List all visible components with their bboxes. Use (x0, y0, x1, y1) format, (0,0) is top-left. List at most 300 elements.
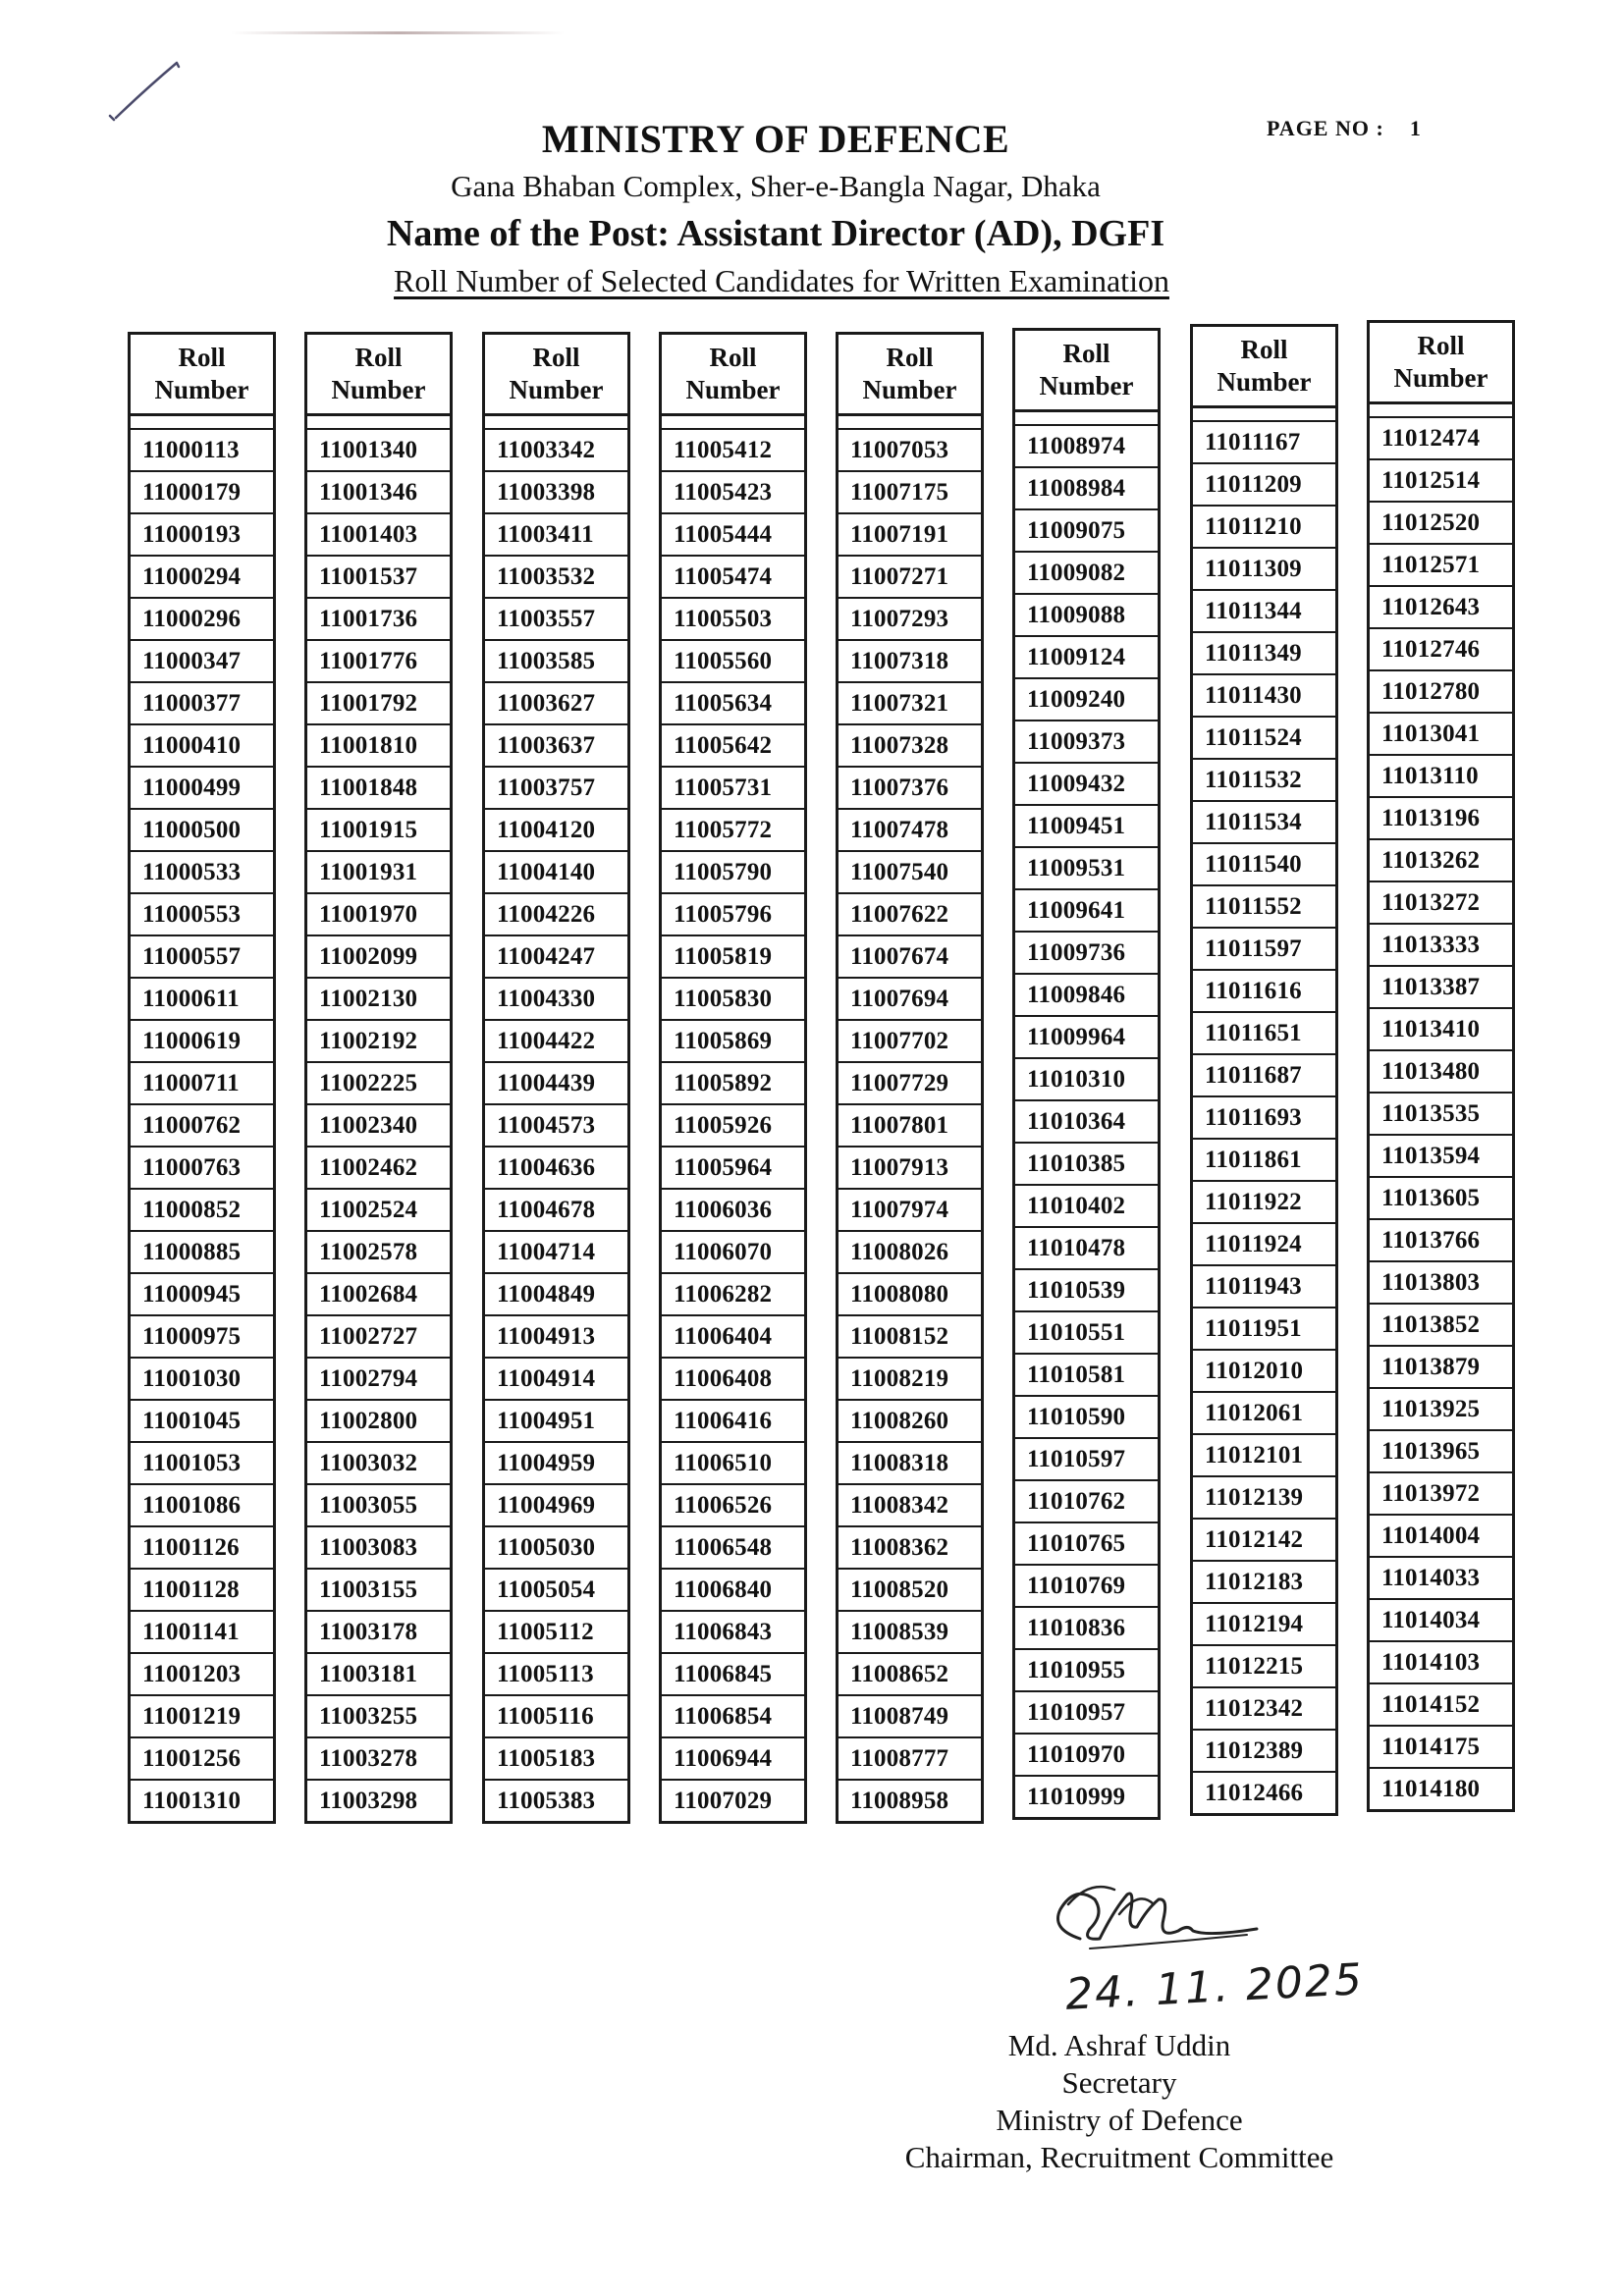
table-row (1014, 1016, 1160, 1058)
table-row (1369, 1261, 1514, 1304)
table-row (130, 682, 275, 724)
table-row (661, 851, 806, 893)
table-row (1192, 1519, 1337, 1561)
table-row (130, 640, 275, 682)
roll-number-cell: 11010970 (1014, 1734, 1160, 1776)
roll-number-cell: 11007974 (838, 1189, 983, 1231)
table-row (1369, 459, 1514, 502)
table-row (130, 1273, 275, 1315)
roll-number-cell: 11013387 (1369, 966, 1514, 1008)
table-row (838, 1273, 983, 1315)
roll-number-cell: 11008749 (838, 1695, 983, 1737)
table-row (306, 640, 452, 682)
roll-number-cell: 11010597 (1014, 1438, 1160, 1480)
roll-number-cell: 11012520 (1369, 502, 1514, 544)
table-row (1192, 759, 1337, 801)
roll-number-cell: 11003255 (306, 1695, 452, 1737)
table-row (1369, 966, 1514, 1008)
table-row (1014, 1100, 1160, 1143)
roll-number-cell: 11003411 (484, 513, 629, 556)
roll-number-cell: 11005560 (661, 640, 806, 682)
table-row (130, 767, 275, 809)
roll-number-cell: 11008520 (838, 1569, 983, 1611)
signatory-office: Ministry of Defence (996, 2103, 1243, 2137)
roll-number-cell: 11010364 (1014, 1100, 1160, 1143)
roll-number-cell: 11011540 (1192, 843, 1337, 885)
table-row (1369, 1135, 1514, 1177)
roll-number-cell: 11010539 (1014, 1269, 1160, 1311)
roll-number-cell: 11009964 (1014, 1016, 1160, 1058)
table-row (838, 1611, 983, 1653)
roll-number-cell: 11010402 (1014, 1185, 1160, 1227)
table-row (306, 471, 452, 513)
table-row (1369, 881, 1514, 924)
roll-number-cell: 11011552 (1192, 885, 1337, 928)
table-row (1192, 421, 1337, 463)
table-row (1014, 467, 1160, 509)
table-row (661, 1442, 806, 1484)
table-row (1369, 755, 1514, 797)
roll-number-cell: 11013766 (1369, 1219, 1514, 1261)
table-row (838, 471, 983, 513)
table-row (838, 978, 983, 1020)
table-row (661, 1569, 806, 1611)
table-row (1369, 1304, 1514, 1346)
roll-number-cell: 11011532 (1192, 759, 1337, 801)
roll-number-cell: 11007622 (838, 893, 983, 935)
table-row (130, 513, 275, 556)
table-row (1192, 1139, 1337, 1181)
column-header-line1: Roll (178, 343, 226, 372)
roll-number-cell: 11013605 (1369, 1177, 1514, 1219)
table-row (661, 513, 806, 556)
roll-table-4 (659, 332, 807, 1824)
table-row (661, 1358, 806, 1400)
column-header (661, 334, 806, 415)
table-row (130, 1611, 275, 1653)
roll-number-cell: 11012571 (1369, 544, 1514, 586)
column-header-line1: Roll (354, 343, 403, 372)
roll-number-cell: 11005383 (484, 1780, 629, 1823)
post-name: Name of the Post: Assistant Director (AD), DGFI (386, 213, 1165, 254)
roll-number-cell: 11006845 (661, 1653, 806, 1695)
roll-number-cell: 11008318 (838, 1442, 983, 1484)
table-row (1014, 1565, 1160, 1607)
roll-number-cell: 11003178 (306, 1611, 452, 1653)
table-row (130, 1780, 275, 1823)
table-row (661, 556, 806, 598)
table-row (484, 1147, 629, 1189)
roll-number-cell: 11012215 (1192, 1645, 1337, 1687)
table-row (1014, 1311, 1160, 1354)
roll-table-1 (128, 332, 276, 1824)
roll-number-cell: 11007053 (838, 429, 983, 471)
roll-number-cell: 11012342 (1192, 1687, 1337, 1730)
table-row (306, 1653, 452, 1695)
roll-number-cell: 11004914 (484, 1358, 629, 1400)
table-row (661, 893, 806, 935)
table-row (661, 1780, 806, 1823)
table-row (306, 1231, 452, 1273)
roll-number-cell: 11009451 (1014, 805, 1160, 847)
roll-number-cell: 11000711 (130, 1062, 275, 1104)
tick-mark-icon (106, 55, 185, 124)
table-row (661, 429, 806, 471)
table-row (661, 978, 806, 1020)
table-row (1014, 1058, 1160, 1100)
roll-number-cell: 11007321 (838, 682, 983, 724)
roll-number-cell: 11011951 (1192, 1308, 1337, 1350)
table-row (838, 1442, 983, 1484)
roll-number-cell: 11009075 (1014, 509, 1160, 552)
table-row (838, 1695, 983, 1737)
roll-number-cell: 11004678 (484, 1189, 629, 1231)
roll-number-cell: 11013410 (1369, 1008, 1514, 1050)
table-row (838, 1062, 983, 1104)
table-row (484, 1695, 629, 1737)
table-row (1192, 632, 1337, 674)
table-row (306, 1273, 452, 1315)
roll-number-cell: 11004330 (484, 978, 629, 1020)
roll-number-cell: 11008026 (838, 1231, 983, 1273)
roll-number-cell: 11014175 (1369, 1726, 1514, 1768)
table-row (838, 1104, 983, 1147)
roll-number-cell: 11006510 (661, 1442, 806, 1484)
column-header (838, 334, 983, 415)
roll-number-cell: 11004247 (484, 935, 629, 978)
roll-number-cell: 11008342 (838, 1484, 983, 1526)
roll-number-cell: 11008974 (1014, 425, 1160, 467)
column-header-line2: Number (1393, 363, 1488, 393)
roll-number-cell: 11010590 (1014, 1396, 1160, 1438)
roll-number-cell: 11001219 (130, 1695, 275, 1737)
table-row (306, 935, 452, 978)
column-header-line2: Number (1217, 367, 1312, 397)
roll-number-cell: 11007913 (838, 1147, 983, 1189)
table-row (484, 767, 629, 809)
table-row (838, 513, 983, 556)
roll-number-cell: 11008080 (838, 1273, 983, 1315)
roll-number-cell: 11005412 (661, 429, 806, 471)
roll-table-8 (1367, 320, 1515, 1812)
list-subtitle: Roll Number of Selected Candidates for Written Examination (394, 263, 1169, 298)
table-row (661, 935, 806, 978)
table-row (1369, 586, 1514, 628)
roll-number-cell: 11014152 (1369, 1683, 1514, 1726)
roll-number-cell: 11001310 (130, 1780, 275, 1823)
roll-number-cell: 11002578 (306, 1231, 452, 1273)
table-row (1014, 763, 1160, 805)
roll-number-cell: 11012389 (1192, 1730, 1337, 1772)
table-row (1369, 670, 1514, 713)
table-row (838, 598, 983, 640)
table-row (130, 471, 275, 513)
table-row (1014, 1522, 1160, 1565)
table-row (306, 978, 452, 1020)
signature-date: 24. 11. 2025 (1063, 1954, 1366, 2020)
roll-number-cell: 11010551 (1014, 1311, 1160, 1354)
table-row (306, 1400, 452, 1442)
table-row (130, 1104, 275, 1147)
roll-number-cell: 11011597 (1192, 928, 1337, 970)
table-row (1369, 924, 1514, 966)
table-row (484, 809, 629, 851)
table-row (1369, 1346, 1514, 1388)
table-row (1014, 1396, 1160, 1438)
table-row (1192, 674, 1337, 717)
table-row (838, 1020, 983, 1062)
table-row (1192, 463, 1337, 506)
roll-number-cell: 11010478 (1014, 1227, 1160, 1269)
roll-number-cell: 11013110 (1369, 755, 1514, 797)
table-row (306, 1315, 452, 1358)
roll-number-cell: 11000294 (130, 556, 275, 598)
table-row (661, 1653, 806, 1695)
roll-number-cell: 11003298 (306, 1780, 452, 1823)
column-header-line1: Roll (1240, 335, 1288, 364)
signatory-designation: Secretary (1061, 2065, 1177, 2100)
table-row (306, 1442, 452, 1484)
table-row (306, 682, 452, 724)
column-header-line1: Roll (1417, 331, 1465, 360)
roll-number-cell: 11007318 (838, 640, 983, 682)
table-row (1192, 548, 1337, 590)
table-row (306, 724, 452, 767)
table-row (130, 598, 275, 640)
table-row (484, 1358, 629, 1400)
table-row (1369, 839, 1514, 881)
table-row (484, 1062, 629, 1104)
roll-number-cell: 11001256 (130, 1737, 275, 1780)
table-row (661, 767, 806, 809)
table-row (838, 935, 983, 978)
table-row (1014, 1734, 1160, 1776)
table-row (130, 1147, 275, 1189)
roll-table-2 (304, 332, 453, 1824)
roll-number-cell: 11004226 (484, 893, 629, 935)
table-row (661, 1020, 806, 1062)
table-row (1014, 1649, 1160, 1691)
table-row (1014, 678, 1160, 721)
roll-number-cell: 11009531 (1014, 847, 1160, 889)
table-row (1369, 1557, 1514, 1599)
table-row (484, 893, 629, 935)
roll-number-cell: 11003557 (484, 598, 629, 640)
header-gap (306, 415, 452, 430)
roll-table-5 (836, 332, 984, 1824)
table-row (1014, 636, 1160, 678)
table-row (306, 1062, 452, 1104)
table-row (1014, 552, 1160, 594)
table-row (1192, 801, 1337, 843)
roll-number-cell: 11002800 (306, 1400, 452, 1442)
table-row (130, 1358, 275, 1400)
column-header-line2: Number (509, 375, 604, 404)
table-row (1369, 1050, 1514, 1093)
roll-number-cell: 11000377 (130, 682, 275, 724)
roll-number-cell: 11000945 (130, 1273, 275, 1315)
roll-number-cell: 11013965 (1369, 1430, 1514, 1472)
table-row (1014, 425, 1160, 467)
table-row (306, 598, 452, 640)
roll-number-cell: 11003278 (306, 1737, 452, 1780)
table-row (1014, 932, 1160, 974)
roll-number-cell: 11010955 (1014, 1649, 1160, 1691)
roll-number-cell: 11011309 (1192, 548, 1337, 590)
roll-number-cell: 11004959 (484, 1442, 629, 1484)
roll-number-cell: 11006840 (661, 1569, 806, 1611)
roll-number-cell: 11001126 (130, 1526, 275, 1569)
column-header (130, 334, 275, 415)
roll-number-cell: 11001810 (306, 724, 452, 767)
table-row (1369, 1388, 1514, 1430)
table-row (1014, 594, 1160, 636)
roll-number-cell: 11011651 (1192, 1012, 1337, 1054)
table-row (1192, 1054, 1337, 1096)
roll-number-cell: 11005423 (661, 471, 806, 513)
table-row (1369, 1726, 1514, 1768)
roll-number-cell: 11011861 (1192, 1139, 1337, 1181)
roll-number-cell: 11010765 (1014, 1522, 1160, 1565)
roll-number-cell: 11006944 (661, 1737, 806, 1780)
roll-number-cell: 11004849 (484, 1273, 629, 1315)
table-row (130, 1484, 275, 1526)
roll-number-cell: 11013852 (1369, 1304, 1514, 1346)
roll-number-cell: 11011167 (1192, 421, 1337, 463)
table-row (661, 1104, 806, 1147)
table-row (130, 1400, 275, 1442)
table-row (130, 935, 275, 978)
roll-number-cell: 11005183 (484, 1737, 629, 1780)
column-header (1369, 322, 1514, 403)
table-row (130, 978, 275, 1020)
roll-number-cell: 11005819 (661, 935, 806, 978)
table-row (1369, 1430, 1514, 1472)
table-row (1192, 1687, 1337, 1730)
header-gap (1192, 407, 1337, 422)
roll-number-cell: 11011430 (1192, 674, 1337, 717)
table-row (1369, 1177, 1514, 1219)
roll-number-cell: 11014180 (1369, 1768, 1514, 1811)
roll-number-cell: 11000179 (130, 471, 275, 513)
roll-number-cell: 11009641 (1014, 889, 1160, 932)
ministry-title: MINISTRY OF DEFENCE (541, 117, 1010, 161)
roll-number-cell: 11013972 (1369, 1472, 1514, 1515)
table-row (484, 1020, 629, 1062)
roll-number-cell: 11010769 (1014, 1565, 1160, 1607)
header-gap (1014, 411, 1160, 426)
table-row (1192, 1350, 1337, 1392)
table-row (306, 767, 452, 809)
table-row (306, 429, 452, 471)
roll-number-cell: 11004439 (484, 1062, 629, 1104)
table-row (1369, 1008, 1514, 1050)
ministry-address: Gana Bhaban Complex, Sher-e-Bangla Nagar, Dhaka (451, 169, 1101, 203)
table-row (1369, 1093, 1514, 1135)
table-row (484, 1315, 629, 1358)
roll-number-cell: 11011943 (1192, 1265, 1337, 1308)
roll-number-cell: 11011210 (1192, 506, 1337, 548)
roll-number-cell: 11005474 (661, 556, 806, 598)
table-row (661, 1147, 806, 1189)
table-row (1369, 797, 1514, 839)
table-row (306, 1189, 452, 1231)
column-header (1014, 330, 1160, 411)
table-row (1014, 1480, 1160, 1522)
table-row (1369, 1641, 1514, 1683)
column-header-line1: Roll (532, 343, 580, 372)
table-row (1192, 843, 1337, 885)
table-row (130, 556, 275, 598)
table-row (130, 1653, 275, 1695)
roll-number-cell: 11012139 (1192, 1476, 1337, 1519)
signatory-details (844, 2027, 1394, 2176)
roll-number-cell: 11003757 (484, 767, 629, 809)
table-row (838, 1653, 983, 1695)
roll-number-cell: 11011534 (1192, 801, 1337, 843)
table-row (484, 724, 629, 767)
roll-number-cell: 11006854 (661, 1695, 806, 1737)
table-row (1014, 1776, 1160, 1819)
roll-number-cell: 11008652 (838, 1653, 983, 1695)
roll-number-cell: 11000852 (130, 1189, 275, 1231)
table-row (484, 935, 629, 978)
table-row (1014, 721, 1160, 763)
roll-number-cell: 11003181 (306, 1653, 452, 1695)
roll-number-cell: 11000611 (130, 978, 275, 1020)
column-header-line1: Roll (1062, 339, 1110, 368)
roll-number-cell: 11004636 (484, 1147, 629, 1189)
scan-smudge (231, 31, 565, 34)
table-row (130, 1020, 275, 1062)
table-row (306, 851, 452, 893)
table-row (484, 1484, 629, 1526)
roll-number-cell: 11002225 (306, 1062, 452, 1104)
roll-number-cell: 11005892 (661, 1062, 806, 1104)
roll-number-cell: 11013535 (1369, 1093, 1514, 1135)
table-row (1192, 928, 1337, 970)
roll-number-cell: 11010581 (1014, 1354, 1160, 1396)
table-row (661, 1484, 806, 1526)
roll-number-cell: 11002794 (306, 1358, 452, 1400)
roll-number-cell: 11007376 (838, 767, 983, 809)
roll-number-cell: 11000296 (130, 598, 275, 640)
table-row (130, 1569, 275, 1611)
table-row (1369, 1768, 1514, 1811)
table-row (661, 724, 806, 767)
roll-number-cell: 11013333 (1369, 924, 1514, 966)
table-row (661, 809, 806, 851)
roll-number-cell: 11007702 (838, 1020, 983, 1062)
roll-table-3 (482, 332, 630, 1824)
roll-number-cell: 11010310 (1014, 1058, 1160, 1100)
table-row (838, 1147, 983, 1189)
table-row (1369, 628, 1514, 670)
table-row (838, 1358, 983, 1400)
page-number-label: PAGE NO : (1267, 116, 1384, 140)
table-row (484, 1104, 629, 1147)
roll-number-cell: 11012010 (1192, 1350, 1337, 1392)
roll-number-cell: 11000762 (130, 1104, 275, 1147)
table-row (661, 1062, 806, 1104)
table-row (1192, 1265, 1337, 1308)
table-row (1369, 1219, 1514, 1261)
column-header (1192, 326, 1337, 407)
table-row (306, 1020, 452, 1062)
roll-number-cell: 11000500 (130, 809, 275, 851)
table-row (661, 1695, 806, 1737)
roll-number-cell: 11008984 (1014, 467, 1160, 509)
